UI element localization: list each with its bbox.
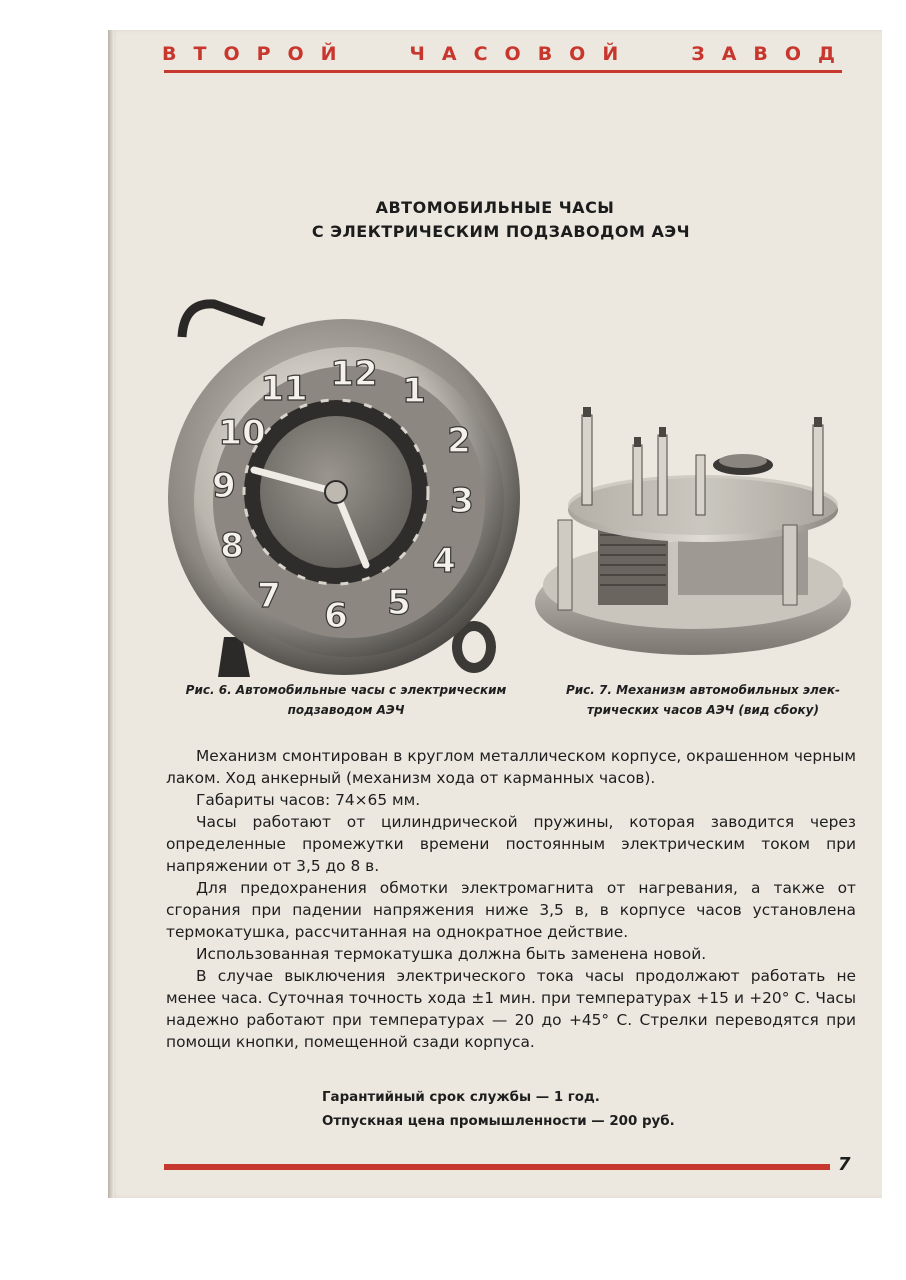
page-title-line-1: АВТОМОБИЛЬНЫЕ ЧАСЫ [375, 198, 615, 217]
figure-7-caption-line-2: трических часов АЭЧ (вид сбоку) [587, 703, 819, 717]
paragraph-3: Часы работают от цилиндрической пружины, которая заводится через определенные промежутки времени постоянным электрическим током при напряжении от 3,5 до 8 в. [166, 813, 856, 875]
dial-number-1: 1 [402, 371, 426, 411]
price-line: Отпускная цена промышленности — 200 руб. [322, 1114, 675, 1129]
dial-number-7: 7 [257, 576, 281, 616]
dial-number-6: 6 [324, 596, 348, 636]
car-clock-photo [154, 282, 524, 682]
figure-7-caption [548, 680, 858, 720]
paragraph-4: Для предохранения обмотки электромагнита от нагревания, а также от сгорания при падении напряжения ниже 3,5 в, в корпусе часов установлена термокатушка, рассчитанная на однократное действие. [166, 879, 856, 941]
header-rule [164, 70, 842, 73]
page-number: 7 [838, 1154, 851, 1175]
figure-7-caption-line-1: Рис. 7. Механизм автомобильных элек- [565, 683, 841, 697]
warranty-and-price [322, 1086, 675, 1134]
dial-number-9: 9 [212, 466, 236, 506]
dial-number-10: 10 [218, 413, 266, 453]
figure-6-caption [166, 680, 526, 720]
dial-number-4: 4 [432, 541, 456, 581]
dial-number-2: 2 [447, 421, 471, 461]
paragraph-5: Использованная термокатушка должна быть заменена новой. [196, 945, 707, 963]
paragraph-1: Механизм смонтирован в круглом металлическом корпусе, окрашенном черным лаком. Ход анкерный (механизм хода от карманных часов). [166, 747, 856, 787]
body-text [166, 745, 856, 1053]
figure-6-caption-line-1: Рис. 6. Автомобильные часы с электрическим [185, 683, 507, 697]
running-header [162, 43, 882, 65]
footer-rule [164, 1164, 830, 1170]
header-word-2: ЧАСОВОЙ [409, 43, 636, 65]
page-title-line-2: С ЭЛЕКТРИЧЕСКИМ ПОДЗАВОДОМ АЭЧ [311, 222, 691, 241]
dial-number-5: 5 [387, 583, 411, 623]
figure-6-caption-line-2: подзаводом АЭЧ [287, 703, 405, 717]
warranty-line: Гарантийный срок службы — 1 год. [322, 1090, 600, 1105]
dial-number-11: 11 [260, 369, 308, 409]
document-page [108, 30, 882, 1198]
header-word-1: ВТОРОЙ [162, 43, 354, 65]
paragraph-6: В случае выключения электрического тока часы продолжают работать не менее часа. Суточная точность хода ±1 мин. при температурах +15 и +20° С. Часы надежно работают при температурах — 20 до +45° С. Стрелки переводятся при помощи кнопки, помещенной сзади корпуса. [166, 967, 856, 1051]
clock-handle [182, 304, 264, 337]
dial-number-12: 12 [330, 354, 378, 394]
paragraph-2: Габариты часов: 74×65 мм. [196, 791, 421, 809]
clock-center-pin [325, 481, 347, 503]
dial-number-8: 8 [220, 526, 244, 566]
dial-number-3: 3 [450, 481, 474, 521]
clock-mechanism-photo [528, 375, 858, 665]
header-word-3: ЗАВОД [691, 43, 852, 65]
